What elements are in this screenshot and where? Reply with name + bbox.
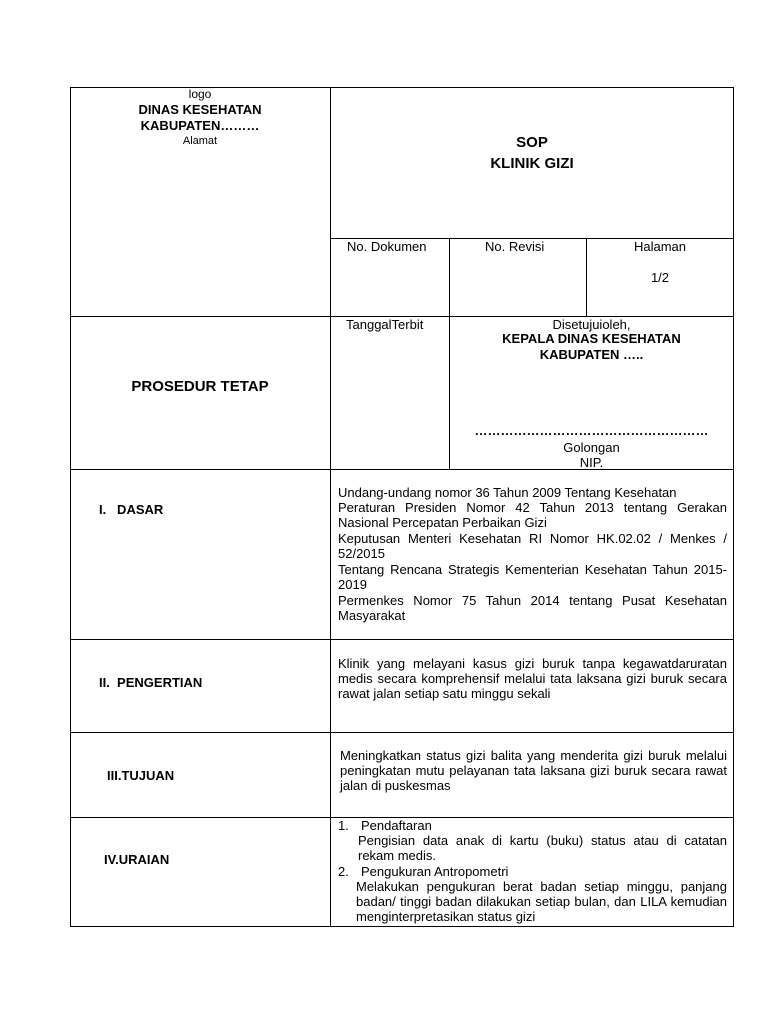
uraian-item-title: Pendaftaran — [361, 818, 432, 833]
uraian-item-title: Pengukuran Antropometri — [361, 864, 509, 879]
section-dasar-label: I. DASAR — [99, 502, 164, 517]
dasar-item: Peraturan Presiden Nomor 42 Tahun 2013 tentang Gerakan Nasional Percepatan Perbaikan Gizi — [338, 500, 727, 530]
dasar-item: Undang-undang nomor 36 Tahun 2009 Tentang Kesehatan — [338, 485, 677, 500]
section-pengertian-label: II. PENGERTIAN — [99, 675, 203, 690]
signature-line: ……………………………………………… — [474, 423, 709, 438]
org-address: Alamat — [182, 135, 218, 147]
nip-label: NIP. — [579, 455, 604, 470]
logo-placeholder: logo — [188, 87, 212, 101]
no-revisi-label: No. Revisi — [485, 239, 545, 254]
table-rule — [70, 639, 734, 640]
table-border-bottom — [70, 926, 734, 927]
golongan-label: Golongan — [563, 440, 620, 455]
uraian-item-number: 1. — [338, 818, 349, 833]
halaman-value: 1/2 — [650, 270, 670, 285]
org-region: KABUPATEN……… — [140, 118, 260, 133]
no-dokumen-label: No. Dokumen — [347, 239, 427, 254]
table-border-right — [733, 87, 734, 927]
halaman-label: Halaman — [633, 239, 687, 254]
dasar-item: Tentang Rencana Strategis Kementerian Kesehatan Tahun 2015-2019 — [338, 562, 727, 592]
document-title: KLINIK GIZI — [490, 155, 574, 172]
dasar-item: Keputusan Menteri Kesehatan RI Nomor HK.02.02 / Menkes / 52/2015 — [338, 531, 727, 561]
org-name: DINAS KESEHATAN — [138, 102, 262, 117]
tanggal-terbit-label: TanggalTerbit — [346, 317, 424, 332]
approval-label: Disetujuioleh, — [552, 317, 631, 332]
table-border-left — [70, 87, 71, 927]
uraian-item-text-clip — [356, 879, 727, 925]
table-rule — [70, 732, 734, 733]
pengertian-text: Klinik yang melayani kasus gizi buruk tanpa kegawatdaruratan medis secara komprehensif melalui tata laksana gizi buruk secara rawat jalan setiap satu minggu sekali — [338, 656, 727, 701]
dasar-item: Permenkes Nomor 75 Tahun 2014 tentang Pusat Kesehatan Masyarakat — [338, 593, 727, 623]
uraian-item-text: Pengisian data anak di kartu (buku) status atau di catatan rekam medis. — [358, 833, 727, 863]
tujuan-text: Meningkatkan status gizi balita yang menderita gizi buruk melalui peningkatan mutu pelayanan tata laksana gizi buruk secara rawat jalan di puskesmas — [340, 748, 727, 793]
section-uraian-label: IV.URAIAN — [104, 852, 170, 867]
sop-label: SOP — [516, 134, 548, 151]
procedure-title: PROSEDUR TETAP — [131, 378, 269, 395]
uraian-item-number: 2. — [338, 864, 349, 879]
approver-title: KEPALA DINAS KESEHATAN — [502, 331, 681, 346]
approver-region: KABUPATEN ….. — [539, 347, 644, 362]
table-column-divider — [330, 87, 331, 927]
section-tujuan-label: III.TUJUAN — [107, 768, 175, 783]
uraian-item-text: Melakukan pengukuran berat badan setiap minggu, panjang badan/ tinggi badan dilakukan setiap bulan, dan LILA kemudian menginterpretasikan status gizi — [356, 879, 727, 924]
